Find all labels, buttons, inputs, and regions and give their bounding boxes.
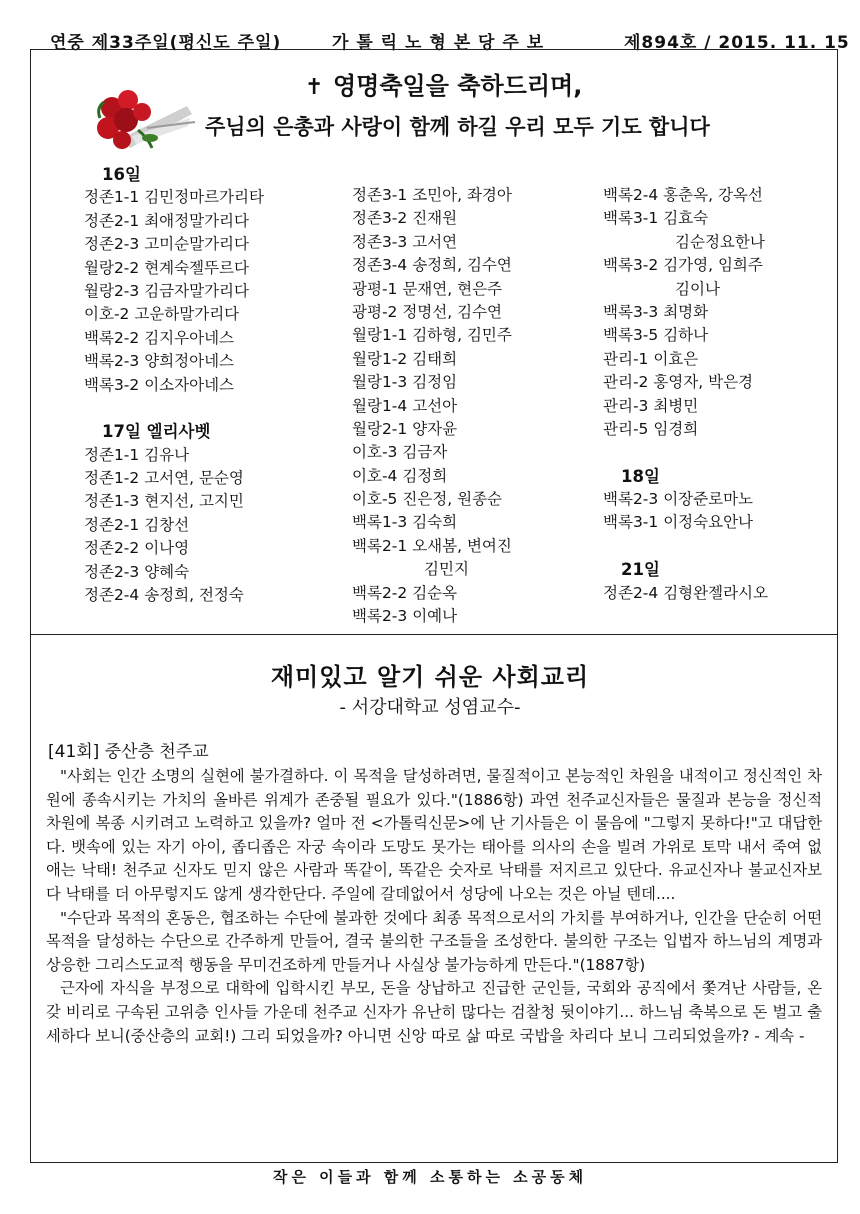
- spacer: [84, 397, 264, 420]
- name-entry: 광평-1 문재연, 현은주: [352, 279, 503, 298]
- name-entry: 월랑1-2 김태희: [352, 349, 458, 368]
- name-entry: 백록2-4 홍춘옥, 강옥선: [603, 186, 763, 204]
- cross-icon: ✝: [305, 75, 324, 100]
- name-entry: 이호-5 진은정, 원종순: [352, 490, 503, 509]
- name-entry: 정존2-2 이나영: [84, 539, 190, 558]
- name-entry: 월랑1-1 김하형, 김민주: [352, 326, 512, 345]
- footer-motto: 작은 이들과 함께 소통하는 소공동체: [272, 1168, 588, 1186]
- name-entry: 이호-3 김금자: [352, 443, 448, 462]
- header-bulletin-title: 가 톨 릭 노 형 본 당 주 보: [332, 33, 545, 53]
- spacer: [603, 441, 768, 464]
- article-paragraph: "사회는 인간 소명의 실현에 불가결하다. 이 목적을 달성하려면, 물질적이고 본능적인 차원을 내적이고 정신적인 차원에 종속시키는 가치의 올바른 위계가 존중될 필요가 있다."(1886항) 과연 천주교신자들은 물질과 본능을 정신적 차원에 복종 시키려고 노력하고 있을까? 얼마 전 <가톨릭신문>에 난 기사들은 이 물음에 "그렇지 못하다!"고 대답한다. 뱃속에 있는 자기 아이, 좁디좁은 자궁 속이라 도망도 못가는 태아를 의사의 손을 빌려 가위로 토막 내서 죽여 없애는 낙태! 천주교 신자도 믿지 않은 사람과 똑같이, 똑같은 숫자로 낙태를 저지르고 있단다. 유교신자나 불교신자보다 낙태를 더 아무렇지도 않게 생각한단다. 주일에 갈데없어서 성당에 나오는 것은 아닐 텐데....: [46, 767, 822, 903]
- name-entry: 월랑1-3 김정임: [352, 373, 458, 392]
- name-entry: 정존2-4 송정희, 전정숙: [84, 586, 244, 605]
- name-entry: 정존2-1 김창선: [84, 515, 190, 534]
- name-entry: 김민지: [424, 560, 469, 579]
- feast-day-heading: 18일: [621, 466, 660, 486]
- name-entry: 백록2-3 양희정아네스: [84, 352, 235, 371]
- name-entry: 광평-2 정명선, 김수연: [352, 302, 503, 321]
- name-entry: 이호-2 고운하말가리다: [84, 305, 240, 324]
- name-entry: 김이나: [675, 279, 720, 298]
- article-title: 재미있고 알기 쉬운 사회교리: [270, 663, 590, 691]
- name-entry: 백록1-3 김숙희: [352, 513, 458, 532]
- article-body: [46, 765, 822, 1048]
- feast-day-heading: 21일: [621, 560, 660, 580]
- name-entry: 관리-5 임경희: [603, 419, 699, 438]
- name-entry: 관리-3 최병민: [603, 396, 699, 415]
- name-entry: 월랑2-3 김금자말가리다: [84, 281, 250, 300]
- name-entry: 정존1-2 고서연, 문순영: [84, 469, 244, 488]
- name-entry: 정존3-2 진재원: [352, 209, 458, 228]
- feast-greeting-line1: 영명축일을 축하드리며,: [333, 72, 583, 100]
- feast-day-heading: 16일: [102, 165, 141, 184]
- name-entry: 월랑2-1 양자윤: [352, 419, 458, 438]
- article-episode: [41회] 중산층 천주교: [48, 742, 209, 762]
- name-entry: 정존2-3 고미순말가리다: [84, 235, 250, 254]
- name-entry: 백록3-1 김효숙: [603, 209, 709, 228]
- name-entry: 백록3-1 이정숙요안나: [603, 513, 754, 532]
- name-entry: 정존1-1 김민정마르가리타: [84, 188, 264, 207]
- name-entry: 정존2-3 양혜숙: [84, 562, 190, 581]
- name-entry: 정존2-4 김형완젤라시오: [603, 583, 769, 602]
- name-entry: 백록3-5 김하나: [603, 326, 709, 345]
- name-entry: 백록2-3 이장준로마노: [603, 490, 754, 509]
- name-entry: 백록3-3 최명화: [603, 302, 709, 321]
- name-entry: 백록2-2 김지우아네스: [84, 328, 235, 347]
- names-column-1: [84, 163, 264, 607]
- header: [0, 0, 860, 53]
- name-entry: 월랑2-2 현계숙젤뚜르다: [84, 258, 250, 277]
- section-divider: [30, 634, 838, 635]
- name-entry: 정존2-1 최애정말가리다: [84, 211, 250, 230]
- name-entry: 이호-4 김정희: [352, 466, 448, 485]
- name-entry: 정존3-4 송정희, 김수연: [352, 256, 512, 275]
- article-paragraph: "수단과 목적의 혼동은, 협조하는 수단에 불과한 것에다 최종 목적으로서의 가치를 부여하거나, 인간을 단순히 어떤 목적을 달성하는 수단으로 간주하게 만들어, 결국 불의한 구조들을 조성한다. 불의한 구조는 입법자 하느님의 계명과 상응한 그리스도교적 행동을 무미건조하게 만들거나 사실상 불가능하게 만든다."(1887항): [46, 908, 822, 974]
- name-entry: 김순정요한나: [675, 232, 765, 251]
- name-entry: 백록2-2 김순옥: [352, 583, 458, 602]
- names-column-2: [352, 184, 512, 628]
- article-paragraph: 근자에 자식을 부정으로 대학에 입학시킨 부모, 돈을 상납하고 진급한 군인들, 국회와 공직에서 쫓겨난 사람들, 온갖 비리로 구속된 고위층 인사들 가운데 천주교 신자가 유난히 많다는 검찰청 뒷이야기... 하느님 축복으로 돈 벌고 출세하다 보니(중산층의 교회!) 그리 되었을까? 아니면 신앙 따로 삶 따로 국밥을 차리다 보니 그리되었을까? - 계속 -: [46, 979, 822, 1045]
- header-issue-date: 제894호 / 2015. 11. 15: [624, 33, 850, 53]
- name-entry: 정존3-3 고서연: [352, 232, 458, 251]
- name-entry: 월랑1-4 고선아: [352, 396, 458, 415]
- name-entry: 관리-1 이효은: [603, 349, 699, 368]
- names-column-3: [603, 184, 768, 605]
- header-liturgical-day: 연중 제33주일(평신도 주일): [50, 33, 282, 53]
- name-entry: 관리-2 홍영자, 박은경: [603, 373, 754, 392]
- feast-day-heading: 17일 엘리사벳: [102, 422, 211, 442]
- spacer: [603, 535, 768, 558]
- article-author: - 서강대학교 성염교수-: [339, 697, 521, 718]
- feast-greeting-line2: 주님의 은총과 사랑이 함께 하길 우리 모두 기도 합니다: [205, 115, 710, 139]
- name-entry: 백록3-2 이소자아네스: [84, 375, 235, 394]
- name-entry: 백록2-3 이예나: [352, 607, 458, 626]
- name-entry: 백록2-1 오새봄, 변여진: [352, 536, 512, 555]
- name-entry: 정존1-1 김유나: [84, 445, 190, 464]
- name-entry: 정존3-1 조민아, 좌경아: [352, 186, 512, 204]
- name-entry: 백록3-2 김가영, 임희주: [603, 256, 763, 275]
- name-entry: 정존1-3 현지선, 고지민: [84, 492, 244, 511]
- feast-greeting-title: [305, 66, 582, 101]
- flower-bouquet-icon: [92, 78, 197, 160]
